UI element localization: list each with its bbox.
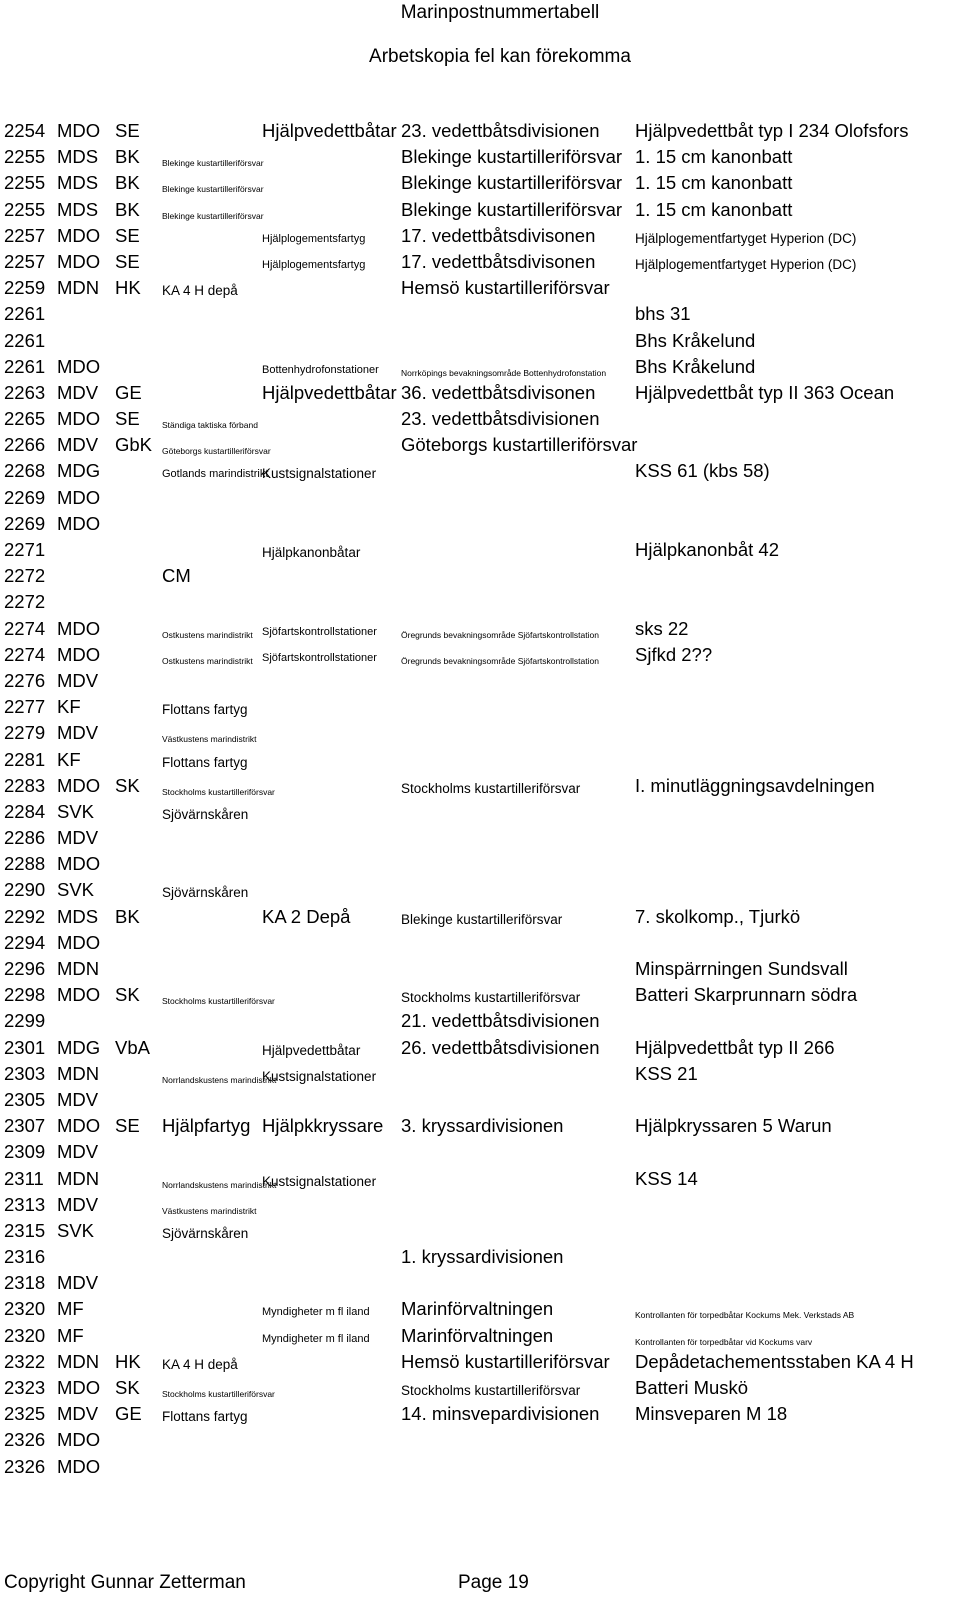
cell-post-number: 2303 <box>4 1062 46 1084</box>
cell-district-code: MDN <box>57 1062 100 1084</box>
cell-organization: 3. kryssardivisionen <box>401 1115 564 1137</box>
cell-designation: Hjälpvedettbåt typ II 363 Ocean <box>635 381 895 403</box>
cell-organization: Hemsö kustartilleriförsvar <box>401 277 610 299</box>
table-row <box>0 775 960 801</box>
cell-post-number: 2311 <box>4 1167 44 1189</box>
table-row <box>0 460 960 486</box>
table-row <box>0 1429 960 1455</box>
cell-designation: Kontrollanten för torpedbåtar vid Kockums varv <box>635 1336 813 1347</box>
cell-organization: Öregrunds bevakningsområde Sjöfartskontrollstation <box>401 655 599 666</box>
cell-post-number: 2322 <box>4 1350 46 1372</box>
cell-unit-code: SE <box>115 408 140 430</box>
cell-district-code: MDO <box>57 853 101 875</box>
cell-post-number: 2279 <box>4 722 46 744</box>
footer-copyright: Copyright Gunnar Zetterman <box>4 1572 246 1593</box>
table-row <box>0 120 960 146</box>
cell-command: Ostkustens marindistrikt <box>162 629 253 640</box>
cell-designation: Hjälpkryssaren 5 Warun <box>635 1115 832 1137</box>
cell-district-code: MDO <box>57 120 101 141</box>
table-row <box>0 1220 960 1246</box>
table-row <box>0 618 960 644</box>
cell-district-code: MDO <box>57 408 101 430</box>
cell-district-code: MF <box>57 1324 84 1346</box>
cell-district-code: MDO <box>57 1455 101 1477</box>
cell-unit-code: SK <box>115 774 140 796</box>
cell-post-number: 2263 <box>4 381 46 403</box>
cell-unit-code: SK <box>115 1377 140 1398</box>
cell-district-code: MDS <box>57 198 99 220</box>
cell-post-number: 2290 <box>4 879 46 901</box>
table-row <box>0 513 960 539</box>
table-row <box>0 303 960 329</box>
cell-organization: 21. vedettbåtsdivisionen <box>401 1010 600 1032</box>
cell-district-code: MDO <box>57 617 101 639</box>
cell-post-number: 2313 <box>4 1193 46 1215</box>
cell-command: Sjövärnskåren <box>162 806 249 822</box>
cell-unit-code: HK <box>115 1350 141 1372</box>
cell-command: Blekinge kustartilleriförsvar <box>162 184 264 195</box>
cell-organization: 1. kryssardivisionen <box>401 1246 564 1268</box>
cell-organization: Göteborgs kustartilleriförsvar <box>401 434 638 456</box>
table-row <box>0 251 960 277</box>
cell-post-number: 2318 <box>4 1272 46 1294</box>
cell-post-number: 2269 <box>4 486 46 508</box>
table-row <box>0 1298 960 1324</box>
cell-designation: Hjälpvedettbåt typ II 266 <box>635 1036 835 1058</box>
table-row <box>0 1037 960 1063</box>
cell-category: Kustsignalstationer <box>262 466 377 482</box>
cell-post-number: 2299 <box>4 1010 46 1032</box>
cell-post-number: 2292 <box>4 905 46 927</box>
cell-district-code: MDO <box>57 643 101 665</box>
cell-post-number: 2294 <box>4 931 46 953</box>
cell-category: Hjälpvedettbåtar <box>262 381 397 403</box>
table-row <box>0 879 960 905</box>
cell-post-number: 2261 <box>4 329 46 351</box>
cell-district-code: MDN <box>57 1167 100 1189</box>
cell-district-code: MF <box>57 1298 84 1320</box>
cell-unit-code: SE <box>115 250 140 272</box>
cell-command: KA 4 H depå <box>162 1356 238 1372</box>
cell-district-code: MDN <box>57 277 100 299</box>
cell-post-number: 2272 <box>4 565 46 587</box>
cell-post-number: 2274 <box>4 643 46 665</box>
table-row <box>0 1063 960 1089</box>
cell-district-code: MDV <box>57 722 99 744</box>
cell-district-code: MDV <box>57 669 99 691</box>
table-row <box>0 670 960 696</box>
table-row <box>0 1115 960 1141</box>
cell-unit-code: GE <box>115 1403 142 1425</box>
cell-designation: bhs 31 <box>635 303 691 325</box>
table-row <box>0 172 960 198</box>
cell-designation: Sjfkd 2?? <box>635 643 713 665</box>
table-row <box>0 801 960 827</box>
cell-category: Hjälpkanonbåtar <box>262 545 361 560</box>
cell-category: Kustsignalstationer <box>262 1068 377 1084</box>
cell-category: Hjälplogementsfartyg <box>262 232 366 245</box>
cell-unit-code: GE <box>115 381 142 403</box>
cell-designation: Minsveparen M 18 <box>635 1403 788 1425</box>
cell-organization: Stockholms kustartilleriförsvar <box>401 1383 581 1398</box>
table-row <box>0 906 960 932</box>
cell-designation: Hjälpkanonbåt 42 <box>635 539 779 560</box>
cell-category: Sjöfartskontrollstationer <box>262 625 377 638</box>
cell-organization: Stockholms kustartilleriförsvar <box>401 780 581 796</box>
table-row <box>0 146 960 172</box>
cell-designation: sks 22 <box>635 617 689 639</box>
cell-post-number: 2261 <box>4 303 46 325</box>
page-title: Marinpostnummertabell <box>400 2 600 23</box>
cell-category: KA 2 Depå <box>262 905 351 927</box>
cell-post-number: 2309 <box>4 1141 46 1163</box>
cell-post-number: 2296 <box>4 958 46 979</box>
cell-organization: Stockholms kustartilleriförsvar <box>401 990 581 1006</box>
cell-district-code: KF <box>57 696 81 718</box>
table-row <box>0 382 960 408</box>
cell-post-number: 2276 <box>4 669 46 691</box>
cell-designation: 1. 15 cm kanonbatt <box>635 172 793 194</box>
cell-category: Myndigheter m fl iland <box>262 1306 370 1319</box>
cell-designation: KSS 61 (kbs 58) <box>635 460 770 482</box>
cell-post-number: 2316 <box>4 1246 46 1268</box>
table-row <box>0 827 960 853</box>
cell-unit-code: BK <box>115 198 140 220</box>
cell-post-number: 2323 <box>4 1377 46 1398</box>
cell-designation: Hjälplogementfartyget Hyperion (DC) <box>635 256 857 272</box>
cell-district-code: MDV <box>57 1141 99 1163</box>
cell-designation: Bhs Kråkelund <box>635 355 756 377</box>
table-row <box>0 644 960 670</box>
cell-command: Hjälpfartyg <box>162 1115 251 1137</box>
cell-designation: Depådetachementsstaben KA 4 H <box>635 1350 914 1372</box>
table-row <box>0 408 960 434</box>
cell-district-code: MDV <box>57 1088 99 1110</box>
cell-designation: Hjälpvedettbåt typ I 234 Olofsfors <box>635 120 909 141</box>
cell-category: Sjöfartskontrollstationer <box>262 651 377 664</box>
cell-post-number: 2272 <box>4 591 46 613</box>
cell-command: Stockholms kustartilleriförsvar <box>162 1389 275 1399</box>
cell-category: Bottenhydrofonstationer <box>262 363 379 376</box>
cell-command: Sjövärnskåren <box>162 885 249 901</box>
cell-command: KA 4 H depå <box>162 283 238 299</box>
cell-designation: Batteri Skarprunnarn södra <box>635 984 858 1006</box>
cell-post-number: 2274 <box>4 617 46 639</box>
table-row <box>0 356 960 382</box>
table-row <box>0 932 960 958</box>
cell-post-number: 2254 <box>4 120 46 141</box>
table-row <box>0 1403 960 1429</box>
cell-district-code: MDV <box>57 434 99 456</box>
cell-organization: 17. vedettbåtsdivisonen <box>401 250 596 272</box>
cell-district-code: MDO <box>57 1429 101 1451</box>
cell-post-number: 2255 <box>4 146 46 168</box>
cell-organization: 26. vedettbåtsdivisionen <box>401 1036 600 1058</box>
cell-category: Hjälpkkryssare <box>262 1115 384 1137</box>
cell-designation: KSS 21 <box>635 1062 698 1084</box>
cell-post-number: 2271 <box>4 539 46 560</box>
cell-district-code: MDV <box>57 1193 99 1215</box>
cell-command: Stockholms kustartilleriförsvar <box>162 786 275 797</box>
cell-command: Flottans fartyg <box>162 754 248 770</box>
cell-designation: 1. 15 cm kanonbatt <box>635 198 793 220</box>
table-row <box>0 1194 960 1220</box>
cell-post-number: 2320 <box>4 1298 46 1320</box>
cell-command: Norrlandskustens marindistrikt <box>162 1074 277 1085</box>
cell-organization: 17. vedettbåtsdivisonen <box>401 224 596 246</box>
cell-organization: 23. vedettbåtsdivisionen <box>401 408 600 430</box>
cell-district-code: SVK <box>57 879 95 901</box>
cell-command: Blekinge kustartilleriförsvar <box>162 210 264 221</box>
cell-organization: 14. minsvepardivisionen <box>401 1403 600 1425</box>
cell-post-number: 2266 <box>4 434 46 456</box>
table-row <box>0 565 960 591</box>
cell-post-number: 2298 <box>4 984 46 1006</box>
cell-post-number: 2261 <box>4 355 46 377</box>
table-row <box>0 225 960 251</box>
cell-command: Västkustens marindistrikt <box>162 734 257 745</box>
cell-post-number: 2259 <box>4 277 46 299</box>
cell-post-number: 2315 <box>4 1219 46 1241</box>
cell-category: Hjälpvedettbåtar <box>262 120 397 141</box>
cell-district-code: KF <box>57 748 81 770</box>
cell-district-code: MDS <box>57 146 99 168</box>
cell-command: Stockholms kustartilleriförsvar <box>162 996 275 1007</box>
table-row <box>0 1141 960 1167</box>
table-row <box>0 749 960 775</box>
cell-post-number: 2268 <box>4 460 46 482</box>
table-row <box>0 1272 960 1298</box>
cell-district-code: SVK <box>57 800 95 822</box>
table-row <box>0 1351 960 1377</box>
cell-unit-code: SE <box>115 224 140 246</box>
cell-district-code: SVK <box>57 1219 95 1241</box>
cell-unit-code: SE <box>115 120 140 141</box>
cell-command: Flottans fartyg <box>162 1409 248 1425</box>
cell-category: Myndigheter m fl iland <box>262 1332 370 1345</box>
cell-organization: Norrköpings bevakningsområde Bottenhydrofonstation <box>401 367 607 378</box>
cell-district-code: MDV <box>57 1272 99 1294</box>
postal-number-table <box>0 120 960 1482</box>
cell-post-number: 2326 <box>4 1429 46 1451</box>
table-row <box>0 984 960 1010</box>
cell-command: Norrlandskustens marindistrikt <box>162 1179 277 1190</box>
cell-district-code: MDG <box>57 1036 101 1058</box>
cell-post-number: 2286 <box>4 827 46 849</box>
table-row <box>0 1089 960 1115</box>
cell-command: Ständiga taktiska förband <box>162 420 258 431</box>
table-row <box>0 591 960 617</box>
table-row <box>0 1377 960 1403</box>
table-row <box>0 330 960 356</box>
cell-post-number: 2257 <box>4 250 46 272</box>
cell-unit-code: SK <box>115 984 140 1006</box>
cell-district-code: MDO <box>57 1377 101 1398</box>
cell-post-number: 2269 <box>4 512 46 534</box>
cell-district-code: MDO <box>57 984 101 1006</box>
cell-post-number: 2255 <box>4 198 46 220</box>
cell-category: Hjälplogementsfartyg <box>262 258 366 271</box>
table-row <box>0 1325 960 1351</box>
cell-district-code: MDO <box>57 250 101 272</box>
cell-district-code: MDO <box>57 1115 101 1137</box>
cell-command: Sjövärnskåren <box>162 1225 249 1241</box>
cell-post-number: 2277 <box>4 696 46 718</box>
cell-post-number: 2307 <box>4 1115 46 1137</box>
cell-organization: Blekinge kustartilleriförsvar <box>401 198 623 220</box>
cell-command: CM <box>162 565 191 587</box>
cell-district-code: MDV <box>57 1403 99 1425</box>
cell-unit-code: BK <box>115 905 140 927</box>
table-row <box>0 539 960 565</box>
cell-designation: Hjälplogementfartyget Hyperion (DC) <box>635 230 857 246</box>
table-row <box>0 722 960 748</box>
cell-designation: 7. skolkomp., Tjurkö <box>635 905 801 927</box>
cell-command: Blekinge kustartilleriförsvar <box>162 158 264 169</box>
cell-designation: Bhs Kråkelund <box>635 329 756 351</box>
cell-command: Gotlands marindistrikt <box>162 468 269 481</box>
table-row <box>0 487 960 513</box>
page-subtitle: Arbetskopia fel kan förekomma <box>369 46 631 67</box>
cell-organization: Blekinge kustartilleriförsvar <box>401 911 563 927</box>
cell-unit-code: SE <box>115 1115 140 1137</box>
cell-district-code: MDS <box>57 172 99 194</box>
cell-district-code: MDS <box>57 905 99 927</box>
cell-command: Göteborgs kustartilleriförsvar <box>162 446 271 457</box>
table-row <box>0 1168 960 1194</box>
table-row <box>0 1246 960 1272</box>
cell-command: Ostkustens marindistrikt <box>162 655 253 666</box>
table-row <box>0 853 960 879</box>
cell-district-code: MDN <box>57 1350 100 1372</box>
cell-unit-code: BK <box>115 172 140 194</box>
cell-post-number: 2326 <box>4 1455 46 1477</box>
cell-organization: Marinförvaltningen <box>401 1298 554 1320</box>
cell-designation: KSS 14 <box>635 1167 698 1189</box>
cell-district-code: MDO <box>57 486 101 508</box>
cell-organization: Blekinge kustartilleriförsvar <box>401 146 623 168</box>
cell-command: Västkustens marindistrikt <box>162 1205 257 1216</box>
cell-unit-code: HK <box>115 277 141 299</box>
cell-post-number: 2255 <box>4 172 46 194</box>
footer-page-number: Page 19 <box>458 1572 529 1593</box>
table-row <box>0 277 960 303</box>
cell-post-number: 2320 <box>4 1324 46 1346</box>
cell-post-number: 2257 <box>4 224 46 246</box>
cell-district-code: MDO <box>57 355 101 377</box>
cell-post-number: 2325 <box>4 1403 46 1425</box>
cell-post-number: 2281 <box>4 748 46 770</box>
cell-district-code: MDN <box>57 958 100 979</box>
cell-unit-code: BK <box>115 146 140 168</box>
cell-district-code: MDO <box>57 931 101 953</box>
cell-designation: 1. 15 cm kanonbatt <box>635 146 793 168</box>
table-row <box>0 434 960 460</box>
cell-category: Kustsignalstationer <box>262 1173 377 1189</box>
cell-designation: Minspärrningen Sundsvall <box>635 958 848 979</box>
table-row <box>0 958 960 984</box>
cell-command: Flottans fartyg <box>162 702 248 718</box>
cell-post-number: 2284 <box>4 800 46 822</box>
cell-organization: Hemsö kustartilleriförsvar <box>401 1350 610 1372</box>
cell-category: Hjälpvedettbåtar <box>262 1042 361 1058</box>
cell-organization: 36. vedettbåtsdivisonen <box>401 381 596 403</box>
table-row <box>0 696 960 722</box>
cell-district-code: MDG <box>57 460 101 482</box>
cell-district-code: MDO <box>57 774 101 796</box>
cell-post-number: 2288 <box>4 853 46 875</box>
cell-organization: Öregrunds bevakningsområde Sjöfartskontrollstation <box>401 629 599 640</box>
cell-designation: Batteri Muskö <box>635 1377 749 1398</box>
cell-post-number: 2283 <box>4 774 46 796</box>
cell-district-code: MDO <box>57 224 101 246</box>
cell-unit-code: VbA <box>115 1036 150 1058</box>
cell-district-code: MDO <box>57 512 101 534</box>
table-row <box>0 1456 960 1482</box>
cell-unit-code: GbK <box>115 434 153 456</box>
cell-designation: I. minutläggningsavdelningen <box>635 774 875 796</box>
cell-post-number: 2301 <box>4 1036 46 1058</box>
table-row <box>0 199 960 225</box>
cell-organization: Marinförvaltningen <box>401 1324 554 1346</box>
cell-post-number: 2305 <box>4 1088 46 1110</box>
cell-organization: Blekinge kustartilleriförsvar <box>401 172 623 194</box>
cell-district-code: MDV <box>57 827 99 849</box>
table-row <box>0 1010 960 1036</box>
cell-post-number: 2265 <box>4 408 46 430</box>
cell-district-code: MDV <box>57 381 99 403</box>
cell-designation: Kontrollanten för torpedbåtar Kockums Mek. Verkstads AB <box>635 1310 855 1321</box>
cell-organization: 23. vedettbåtsdivisionen <box>401 120 600 141</box>
